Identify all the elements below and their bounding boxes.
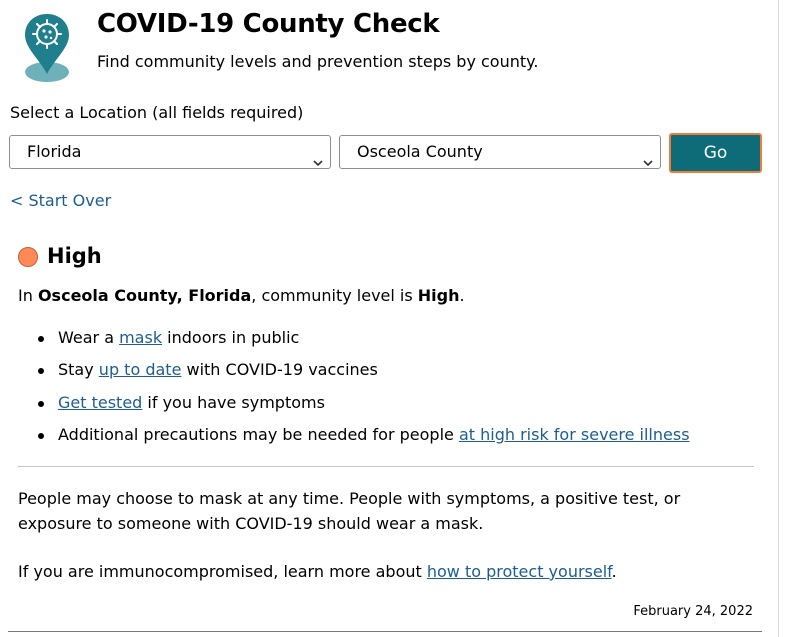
summary-level: High (417, 286, 460, 305)
bullet-icon (38, 336, 44, 342)
bottom-divider (8, 631, 762, 632)
location-pin-virus-icon (22, 12, 72, 84)
updated-date: February 24, 2022 (633, 604, 753, 619)
rec-text: if you have symptoms (142, 392, 325, 412)
bullet-icon (38, 401, 44, 407)
immuno-end: . (611, 562, 617, 581)
app-title: COVID-19 County Check (97, 9, 440, 39)
high-risk-link[interactable]: at high risk for severe illness (458, 425, 690, 445)
rec-text: Additional precautions may be needed for people (58, 425, 459, 445)
mask-note: People may choose to mask at any time. People with symptoms, a positive test, or exposure to someone with COVID-19 should wear a mask. (18, 489, 681, 533)
community-level-heading: High (47, 244, 102, 268)
bullet-icon (38, 368, 44, 374)
bullet-icon (38, 433, 44, 439)
immunocompromised-note (18, 562, 617, 581)
summary-prefix: In (18, 286, 38, 305)
section-divider (18, 466, 754, 467)
rec-text: Stay (58, 360, 99, 380)
up-to-date-link[interactable]: up to date (98, 360, 182, 380)
state-select[interactable] (9, 135, 331, 169)
location-select-label: Select a Location (all fields required) (10, 103, 304, 122)
list-item (18, 328, 690, 360)
summary-end: . (459, 286, 465, 305)
rec-text: with COVID-19 vaccines (181, 360, 378, 380)
mask-link[interactable]: mask (119, 328, 163, 347)
rec-text: indoors in public (162, 328, 300, 347)
level-indicator-dot (18, 247, 38, 267)
start-over-link[interactable]: < Start Over (10, 191, 112, 210)
county-select[interactable] (339, 135, 661, 169)
app-subtitle: Find community levels and prevention steps by county. (97, 52, 539, 71)
list-item (18, 360, 690, 392)
rec-text: Wear a (58, 328, 120, 347)
county-select-value: Osceola County (357, 142, 483, 161)
app-header (0, 0, 778, 95)
list-item (18, 425, 690, 457)
recommendations-list (18, 328, 690, 458)
chevron-down-icon (643, 147, 653, 157)
chevron-down-icon (313, 147, 323, 157)
list-item (18, 393, 690, 425)
summary-middle: , community level is (251, 286, 418, 305)
level-summary (18, 286, 465, 305)
state-select-value: Florida (27, 142, 82, 161)
immuno-prefix: If you are immunocompromised, learn more about (18, 562, 427, 581)
right-border-line (778, 0, 779, 637)
get-tested-link[interactable]: Get tested (58, 392, 143, 412)
go-button[interactable]: Go (669, 133, 762, 173)
protect-yourself-link[interactable]: how to protect yourself (426, 562, 612, 581)
summary-location: Osceola County, Florida (37, 286, 252, 305)
